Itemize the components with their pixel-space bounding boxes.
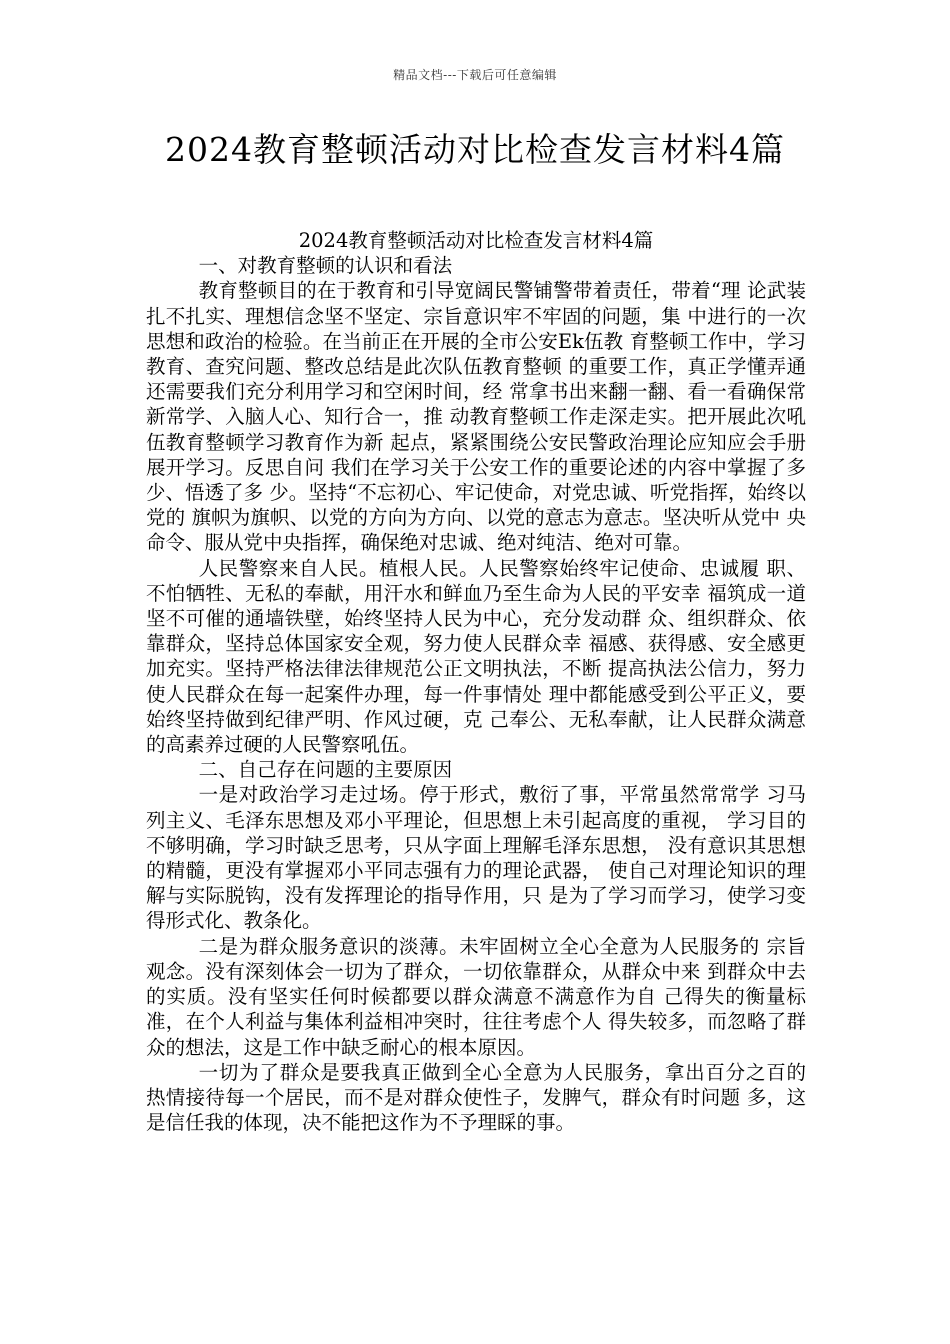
paragraph-4: 二是为群众服务意识的淡薄。未牢固树立全心全意为人民服务的 宗旨观念。没有深刻体会一切为了群众，一切依靠群众，从群众中来 到群众中去的实质。没有坚实任何时候都要以群众满意不满意作为自 己得失的衡量标准，在个人利益与集体利益相冲突时，往往考虑个人 得失较多，而忽略了群众的想法，这是工作中缺乏耐心的根本原因。 [146, 934, 806, 1059]
section-heading-1: 一、对教育整顿的认识和看法 [198, 254, 453, 278]
document-body [146, 228, 806, 1135]
paragraph-3: 一是对政治学习走过场。停于形式，敷衍了事，平常虽然常常学 习马列主义、毛泽东思想及邓小平理论，但思想上未引起高度的重视， 学习目的不够明确，学习时缺乏思考，只从字面上理解毛泽东思想， 没有意识其思想的精髓，更没有掌握邓小平同志强有力的理论武器， 使自己对理论知识的理解与实际脱钩，没有发挥理论的指导作用，只 是为了学习而学习，使学习变得形式化、教条化。 [146, 783, 806, 933]
document-subtitle: 2024教育整顿活动对比检查发言材料4篇 [298, 229, 654, 252]
header-note: 精品文档---下载后可任意编辑 [393, 68, 557, 82]
paragraph-2: 人民警察来自人民。植根人民。人民警察始终牢记使命、忠诚履 职、不怕牺牲、无私的奉献，用汗水和鲜血乃至生命为人民的平安幸 福筑成一道坚不可催的通墙铁壁，始终坚持人民为中心，充分发动群 众、组织群众、依靠群众，坚持总体国家安全观，努力使人民群众幸 福感、获得感、安全感更加充实。坚持严格法律法律规范公正文明执法，不断 提高执法公信力，努力使人民群众在每一起案件办理，每一件事情处 理中都能感受到公平正义，要始终坚持做到纪律严明、作风过硬，克 己奉公、无私奉献，让人民群众满意的高素养过硬的人民警察吼伍。 [146, 556, 806, 757]
paragraph-5: 一切为了群众是要我真正做到全心全意为人民服务，拿出百分之百的 热情接待每一个居民，而不是对群众使性子，发脾气，群众有时问题 多，这是信任我的体现，决不能把这作为不予理睬的事。 [146, 1060, 806, 1135]
section-heading-2: 二、自己存在问题的主要原因 [198, 758, 453, 782]
page-title: 2024教育整顿活动对比检查发言材料4篇 [165, 130, 785, 169]
paragraph-1: 教育整顿目的在于教育和引导宽阔民警铺警带着责任，带着“理 论武装扎不扎实、理想信念坚不坚定、宗旨意识牢不牢固的问题，集 中进行的一次思想和政治的检验。在当前正在开展的全市公安Ek伍教 育整顿工作中，学习教育、查究问题、整改总结是此次队伍教育整顿 的重要工作，真正学懂弄通还需要我们充分利用学习和空闲时间，经 常拿书出来翻一翻、看一看确保常新常学、入脑人心、知行合一，推 动教育整顿工作走深走实。把开展此次吼伍教育整顿学习教育作为新 起点，紧紧围绕公安民警政治理论应知应会手册展开学习。反思自问 我们在学习关于公安工作的重要论述的内容中掌握了多少、悟透了多 少。坚持“不忘初心、牢记使命，对党忠诚、听党指挥，始终以党的 旗帜为旗帜、以党的方向为方向、以党的意志为意志。坚决听从党中 央命令、服从党中央指挥，确保绝对忠诚、绝对纯洁、绝对可靠。 [146, 279, 806, 555]
